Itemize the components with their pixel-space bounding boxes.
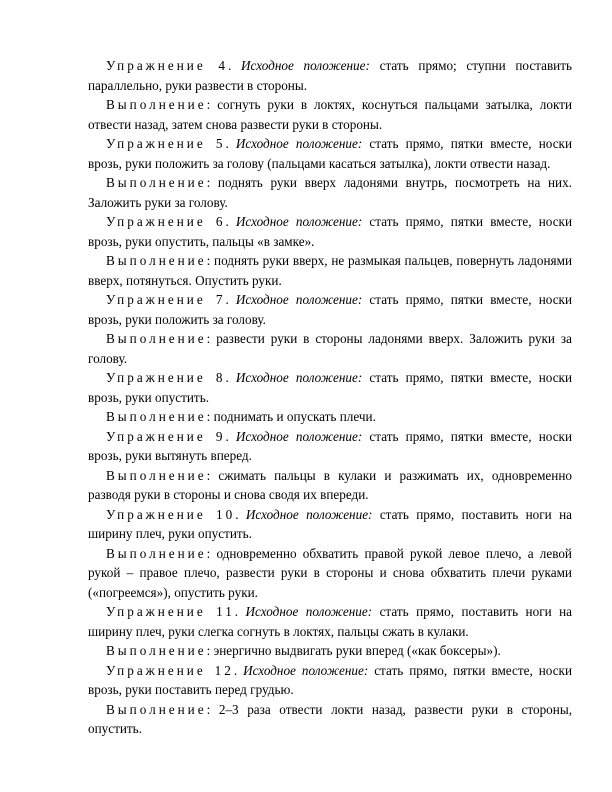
paragraph-text: стать прямо, поставить ноги на ширину плеч, руки слегка согнуть в локтях, пальцы сжать в кулаки. <box>88 604 572 639</box>
exercise-paragraph <box>88 505 572 544</box>
execution-paragraph <box>88 544 572 603</box>
execution-paragraph <box>88 407 572 427</box>
exercise-label: Упражнение 6 <box>106 214 226 229</box>
paragraph-text: стать прямо, пятки вместе, носки врозь, руки вытянуть вперед. <box>88 428 573 463</box>
execution-paragraph <box>88 95 572 134</box>
exercise-paragraph <box>88 427 572 466</box>
label-separator: : <box>206 643 214 658</box>
paragraph-text: сжимать пальцы в кулаки и разжимать их, одновременно разводя руки в стороны и снова сводя их впереди. <box>88 467 572 502</box>
label-separator: . <box>233 662 244 678</box>
label-separator: . <box>235 506 246 522</box>
execution-label: Выполнение <box>106 331 207 346</box>
execution-paragraph <box>88 173 572 212</box>
paragraph-text: согнуть руки в локтях, коснуться пальцами затылка, локти отвести назад, затем снова развести руки в стороны. <box>88 97 572 132</box>
exercise-label: Упражнение 10 <box>106 506 236 522</box>
exercise-paragraph <box>88 661 572 700</box>
execution-paragraph <box>88 251 572 290</box>
label-separator: . <box>225 136 236 151</box>
paragraph-text: поднять руки вверх ладонями внутрь, посмотреть на них. Заложить руки за голову. <box>88 175 572 210</box>
paragraph-text: стать прямо, поставить ноги на ширину плеч, руки опустить. <box>88 506 573 541</box>
exercise-label: Упражнение 5 <box>106 136 226 151</box>
execution-paragraph <box>88 700 572 739</box>
exercise-label: Упражнение 7 <box>106 292 226 307</box>
exercise-paragraph <box>88 368 572 407</box>
paragraph-text: стать прямо, пятки вместе, носки врозь, руки опустить, пальцы «в замке». <box>88 214 573 249</box>
paragraph-text: развести руки в стороны ладонями вверх. Заложить руки за голову. <box>88 331 572 366</box>
paragraph-text: стать прямо, пятки вместе, носки врозь, руки положить за голову (пальцами касаться затылка), локти отвести назад. <box>88 136 573 171</box>
exercise-paragraph <box>88 290 572 329</box>
execution-label: Выполнение <box>106 97 207 112</box>
label-separator: . <box>234 604 246 619</box>
initial-position-label: Исходное положение: <box>235 214 363 229</box>
initial-position-label: Исходное положение: <box>245 506 373 522</box>
execution-paragraph <box>88 466 572 505</box>
label-separator: . <box>225 370 236 385</box>
exercise-label: Упражнение 4 <box>106 58 228 73</box>
execution-label: Выполнение <box>106 643 207 658</box>
paragraph-text: энергично выдвигать руки вперед («как боксеры»). <box>213 643 501 658</box>
label-separator: . <box>225 214 236 229</box>
initial-position-label: Исходное положение: <box>235 428 363 444</box>
paragraph-text: 2–3 раза отвести локти назад, развести руки в стороны, опустить. <box>88 701 572 736</box>
exercise-paragraph <box>88 212 572 251</box>
execution-paragraph <box>88 641 572 661</box>
paragraph-text: стать прямо, пятки вместе, носки врозь, руки опустить. <box>88 370 573 405</box>
label-separator: : <box>206 467 219 483</box>
label-separator: : <box>206 701 219 717</box>
paragraph-text: стать прямо; ступни поставить параллельно, руки развести в стороны. <box>88 58 573 93</box>
label-separator: : <box>206 331 217 346</box>
paragraph-text: поднимать и опускать плечи. <box>213 409 376 424</box>
exercise-label: Упражнение 8 <box>106 370 226 385</box>
execution-label: Выполнение <box>106 253 207 268</box>
paragraph-text: стать прямо, пятки вместе, носки врозь, руки поставить перед грудью. <box>88 662 573 697</box>
exercise-label: Упражнение 9 <box>106 428 226 444</box>
label-separator: : <box>206 545 217 561</box>
exercise-paragraph <box>88 56 572 95</box>
exercise-label: Упражнение 12 <box>106 662 234 678</box>
execution-label: Выполнение <box>106 545 207 561</box>
execution-label: Выполнение <box>106 467 207 483</box>
execution-label: Выполнение <box>106 175 207 190</box>
exercise-label: Упражнение 11 <box>106 604 235 619</box>
exercise-paragraph <box>88 134 572 173</box>
exercise-paragraph <box>88 602 572 641</box>
initial-position-label: Исходное положение: <box>235 136 363 151</box>
execution-paragraph <box>88 329 572 368</box>
label-separator: : <box>206 409 214 424</box>
execution-label: Выполнение <box>106 409 207 424</box>
initial-position-label: Исходное положение: <box>235 292 363 307</box>
exercise-text <box>88 56 572 739</box>
label-separator: : <box>206 97 218 112</box>
initial-position-label: Исходное положение: <box>243 662 369 678</box>
label-separator: . <box>225 292 236 307</box>
execution-label: Выполнение <box>106 701 207 717</box>
label-separator: . <box>227 58 241 73</box>
paragraph-text: стать прямо, пятки вместе, носки врозь, руки положить за голову. <box>88 292 573 327</box>
initial-position-label: Исходное положение: <box>245 604 373 619</box>
label-separator: : <box>206 253 215 268</box>
label-separator: . <box>225 428 236 444</box>
initial-position-label: Исходное положение: <box>235 370 363 385</box>
label-separator: : <box>206 175 218 190</box>
paragraph-text: одновременно обхватить правой рукой левое плечо, а левой рукой – правое плечо, развести руки в стороны и снова обхватить плечи руками («погреемся»), опустить руки. <box>88 545 572 600</box>
paragraph-text: поднять руки вверх, не размыкая пальцев, повернуть ладонями вверх, потянуться. Опустить руки. <box>88 253 573 288</box>
initial-position-label: Исходное положение: <box>241 58 370 73</box>
